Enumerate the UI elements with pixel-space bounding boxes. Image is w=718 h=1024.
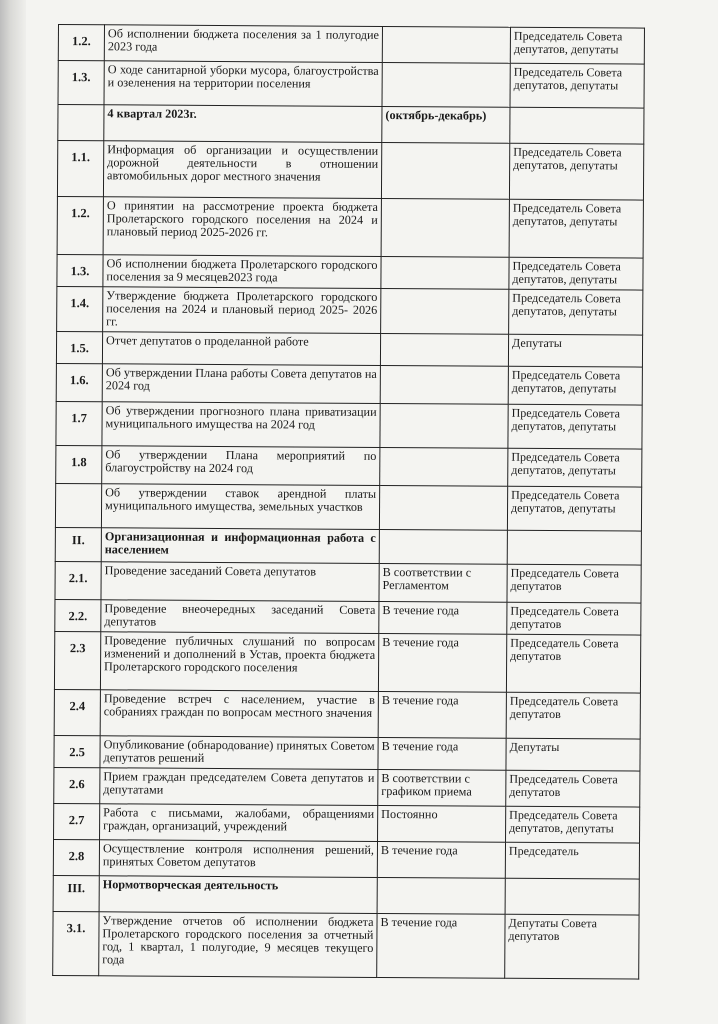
row-responsible: Председатель Совета депутатов [507, 564, 641, 603]
row-responsible: Депутаты [508, 334, 642, 367]
row-number: 1.1. [57, 141, 103, 197]
table-row [55, 483, 641, 531]
row-number: 3.1. [53, 911, 99, 975]
scan-edge [0, 0, 26, 1024]
row-number: II. [55, 527, 101, 561]
row-term [379, 485, 507, 530]
table-row [57, 141, 643, 201]
table-row [57, 196, 643, 258]
row-number: 2.1. [55, 561, 101, 599]
row-term [380, 403, 508, 448]
row-number: 2.5 [54, 735, 100, 767]
row-title: Проведение публичных слушаний по вопросам изменений и дополнений в Устав, проекта бюджета Пролетарского городского поселения [100, 632, 378, 692]
row-title: Об утверждении Плана мероприятий по благоустройству на 2024 год [102, 446, 380, 486]
row-term [380, 447, 508, 486]
row-term [381, 288, 509, 334]
row-title: Работа с письмами, жалобами, обращениями граждан, организаций, учреждений [100, 804, 378, 842]
row-number: 1.5. [56, 331, 102, 363]
row-title: Об утверждении Плана работы Совета депутатов на 2024 год [102, 364, 380, 404]
row-title: Об исполнении бюджета Пролетарского городского поселения за 9 месяцев2023 года [103, 255, 381, 289]
table-row [58, 25, 644, 65]
row-term [380, 333, 508, 366]
row-responsible: Председатель Совета депутатов, депутаты [510, 63, 644, 108]
row-responsible: Председатель Совета депутатов, депутаты [509, 199, 643, 258]
table-row [54, 689, 640, 739]
row-term [381, 256, 509, 289]
row-responsible: Председатель Совета депутатов [506, 634, 640, 693]
row-title: Утверждение бюджета Пролетарского городского поселения на 2024 и плановый период 2025- 2026 гг. [103, 287, 381, 334]
table-row [56, 445, 642, 487]
row-responsible: Председатель Совета депутатов, депутаты [507, 486, 641, 531]
row-number: 1.3. [58, 61, 104, 105]
table-row [54, 803, 640, 843]
table-row [55, 599, 641, 635]
row-responsible: Председатель Совета депутатов, депутаты [509, 289, 643, 335]
row-number [55, 483, 101, 527]
row-term: В течение года [378, 633, 506, 692]
row-title: Организационная и информационная работа с населением [101, 528, 379, 564]
row-title: Проведение встреч с населением, участие в собраниях граждан по вопросам местного значения [100, 690, 378, 738]
row-responsible [505, 878, 639, 915]
row-responsible: Председатель Совета депутатов [506, 770, 640, 807]
row-responsible [510, 107, 644, 144]
row-title: Проведение внеочередных заседаний Совета депутатов [101, 600, 379, 634]
table-row [55, 561, 641, 603]
row-term [381, 142, 509, 199]
row-number [58, 105, 104, 141]
table-row [56, 331, 642, 367]
row-responsible: Председатель Совета депутатов, депутаты [508, 366, 642, 405]
row-responsible: Депутаты [506, 738, 640, 771]
row-responsible: Председатель [505, 842, 639, 879]
table-row [53, 875, 639, 915]
row-number: 2.8 [53, 839, 99, 875]
row-responsible: Председатель Совета депутатов, депутаты [508, 448, 642, 487]
table-row [56, 363, 642, 405]
row-number: 2.6 [54, 767, 100, 803]
row-responsible [507, 530, 641, 565]
table-row [54, 735, 640, 771]
row-term: В течение года [377, 841, 505, 878]
row-responsible: Председатель Совета депутатов, депутаты [506, 806, 640, 843]
row-term [382, 26, 510, 63]
row-number: 1.3. [57, 254, 103, 286]
table-row [57, 286, 643, 335]
table-row [56, 401, 642, 449]
row-term: В течение года [378, 737, 506, 770]
table-row [58, 105, 644, 145]
row-title: Прием граждан председателем Совета депутатов и депутатами [100, 768, 378, 806]
table-row [58, 61, 644, 109]
row-term [379, 529, 507, 564]
row-title: Об утверждении прогнозного плана приватизации муниципального имущества на 2024 год [102, 402, 380, 448]
table-row [57, 254, 643, 290]
row-responsible: Депутаты Совета депутатов [505, 914, 639, 979]
row-responsible: Председатель Совета депутатов, депутаты [508, 404, 642, 449]
row-term [377, 877, 505, 914]
row-number: 2.2. [55, 599, 101, 631]
row-title: Осуществление контроля исполнения решений, принятых Советом депутатов [99, 840, 377, 878]
row-number: 2.3 [54, 631, 100, 689]
row-title: 4 квартал 2023г. [104, 105, 382, 143]
row-term: Постоянно [378, 805, 506, 842]
row-responsible: Председатель Совета депутатов [506, 692, 640, 739]
row-number: 1.8 [56, 445, 102, 483]
plan-table-body [53, 25, 645, 980]
row-title: Нормотворческая деятельность [99, 876, 377, 914]
row-responsible: Председатель Совета депутатов [507, 602, 641, 635]
row-number: 1.7 [56, 401, 102, 445]
row-title: О ходе санитарной уборки мусора, благоустройства и озеленения на территории поселения [104, 61, 382, 107]
plan-table [52, 24, 645, 980]
row-number: 1.6. [56, 363, 102, 401]
row-term: В течение года [377, 913, 505, 978]
row-title: Об утверждении ставок арендной платы муниципального имущества, земельных участков [101, 484, 379, 530]
row-term: В течение года [378, 691, 506, 738]
row-number: 2.4 [54, 689, 100, 735]
table-row [54, 767, 640, 807]
row-responsible: Председатель Совета депутатов, депутаты [509, 257, 643, 290]
row-number: 1.2. [58, 25, 104, 61]
row-number: III. [53, 875, 99, 911]
row-term [382, 62, 510, 107]
row-term [380, 365, 508, 404]
row-title: Информация об организации и осуществлении дорожной деятельности в отношении автомобильных дорог местного значения [103, 141, 381, 199]
table-row [54, 631, 640, 693]
table-row [53, 911, 639, 979]
row-number: 2.7 [54, 803, 100, 839]
row-title: Опубликование (обнародование) принятых Советом депутатов решений [100, 736, 378, 770]
row-title: Отчет депутатов о проделанной работе [102, 332, 380, 366]
row-term: В соответствии с Регламентом [379, 563, 507, 602]
table-row [53, 839, 639, 879]
row-responsible: Председатель Совета депутатов, депутаты [509, 143, 643, 200]
row-number: 1.2. [57, 196, 103, 254]
document-page [52, 24, 644, 980]
row-term [381, 198, 509, 257]
row-title: О принятии на рассмотрение проекта бюджета Пролетарского городского поселения на 2024 и плановый период 2025-2026 гг. [103, 197, 381, 257]
row-title: Утверждение отчетов об исполнении бюджета Пролетарского городского поселения за отчетный год, 1 квартал, 1 полугодие, 9 месяцев текущего года [99, 912, 377, 978]
row-term: В соответствии с графиком приема [378, 769, 506, 806]
row-term: В течение года [379, 601, 507, 634]
row-title: Об исполнении бюджета поселения за 1 полугодие 2023 года [104, 25, 382, 63]
row-number: 1.4. [57, 286, 103, 331]
table-row [55, 527, 641, 565]
row-term: (октябрь-декабрь) [382, 106, 510, 143]
row-title: Проведение заседаний Совета депутатов [101, 562, 379, 602]
row-responsible: Председатель Совета депутатов, депутаты [510, 27, 644, 64]
